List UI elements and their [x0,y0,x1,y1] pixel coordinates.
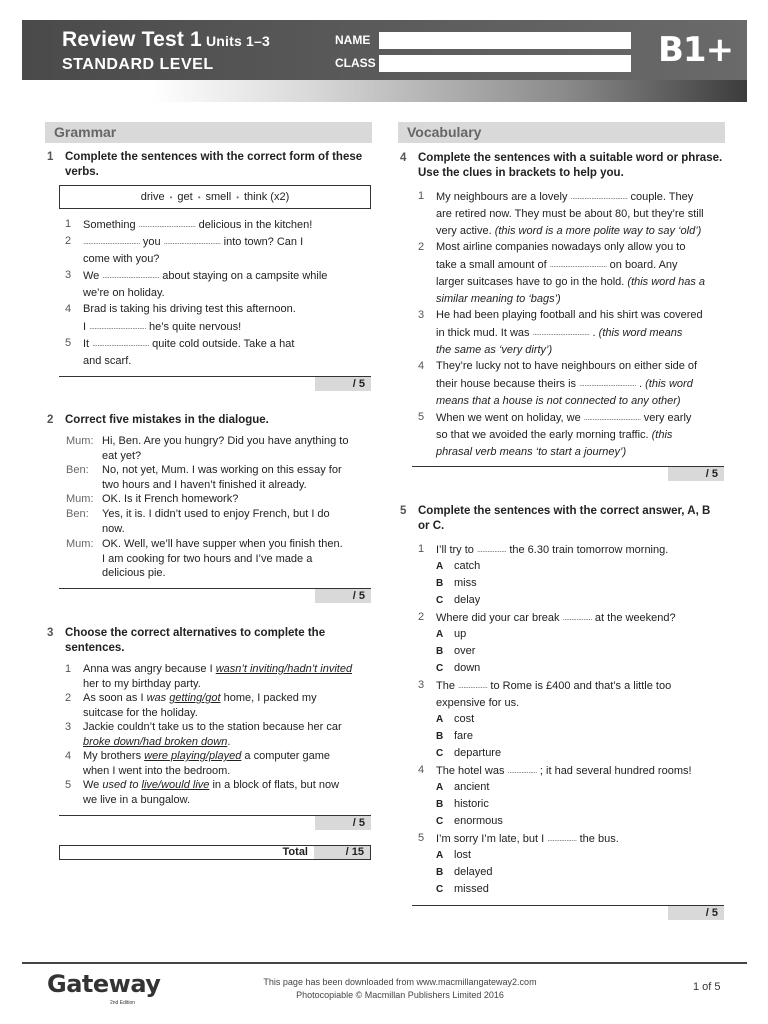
dialogue-line-3: Mum: OK. Is it French homework? [66,493,239,505]
q3-item-1: 1 Anna was angry because I wasn’t inviting/hadn’t invited her to my birthday party. [65,663,353,690]
blank[interactable]: ................................. [83,237,140,246]
q5-2-option-c[interactable]: C down [436,662,481,674]
q4-title: 4 Complete the sentences with a suitable word or phrase. Use the clues in brackets to help you. [400,152,723,179]
grammar-heading: Grammar [45,122,372,143]
total-label: Total [282,846,308,858]
blank[interactable]: ................................. [89,322,146,331]
download-notice: This page has been downloaded from www.macmillangateway2.com [263,977,537,987]
q3-title: 3 Choose the correct alternatives to complete the sentences. [47,627,326,654]
test-level: STANDARD LEVEL [62,56,214,73]
q5-item-4: 4 The hotel was ................. ; it had several hundred rooms! [418,764,692,777]
q1-item-2: 2 ................................. you ................................. into town? Can I come with you? [65,235,304,265]
q5-3-option-b[interactable]: B fare [436,730,473,742]
blank[interactable]: ................. [507,766,537,775]
q1-title: 1 Complete the sentences with the correct form of these verbs. [47,151,363,178]
dialogue-line-5: Mum: OK. Well, we’ll have supper when you finish then. I am cooking for two hours and I’ve made a delicious pie. [66,538,343,579]
blank[interactable]: ................................. [102,271,160,280]
q5-3-option-a[interactable]: A cost [436,713,475,725]
q4-item-2: 2 Most airline companies nowadays only allow you to take a small amount of ................................. on board. Any larger suitcases have to go in the hold. (this word has a similar meaning to ‘bags’) [418,241,706,305]
q5-item-5: 5 I’m sorry I’m late, but I ................. the bus. [418,832,619,845]
blank[interactable]: ................................. [138,220,196,229]
q5-score: / 5 [668,906,724,920]
blank[interactable]: ................. [476,545,507,554]
q5-item-1: 1 I’ll try to ................. the 6.30 train tomorrow morning. [418,543,669,556]
footer-divider [22,962,747,964]
blank[interactable]: ................. [547,834,577,843]
word-think: think (x2) [244,191,290,203]
blank[interactable]: ................. [562,613,592,622]
q2-score: / 5 [315,589,371,603]
alternatives[interactable]: live/would live [141,779,210,791]
word-box: drive • get • smell • think (x2) [59,185,371,209]
vocabulary-heading: Vocabulary [398,122,725,143]
total-score: / 15 [314,846,370,859]
q5-5-option-b[interactable]: B delayed [436,866,493,878]
q5-item-3: 3 The ................. to Rome is £400 and that’s a little too expensive for us. [418,679,672,709]
q5-4-option-b[interactable]: B historic [436,798,489,810]
edition-label: 2nd Edition [110,1000,136,1006]
q4-item-5: 5 When we went on holiday, we ................................. very early so that we avoided the early morning traffic. (this phrasal verb means ‘to start a journey’) [418,411,692,458]
q5-4-option-a[interactable]: A ancient [436,781,490,793]
q1-score: / 5 [315,377,371,391]
q4-score: / 5 [668,467,724,481]
test-title: Review Test 1 Units 1–3 [62,28,271,51]
page-header [22,20,747,80]
q5-3-option-c[interactable]: C departure [436,747,502,759]
q5-5-option-a[interactable]: A lost [436,849,472,861]
blank[interactable]: ................................. [579,379,636,388]
q4-item-4: 4 They’re lucky not to have neighbours on either side of their house because theirs is ................................. . (this word means that a house is not connected to any other) [418,360,698,407]
q2-title: 2 Correct five mistakes in the dialogue. [47,414,269,426]
blank[interactable]: ................................. [583,413,641,422]
q5-title: 5 Complete the sentences with the correct answer, A, B or C. [400,505,711,532]
blank[interactable]: ................. [458,681,488,690]
q4-item-3: 3 He had been playing football and his shirt was covered in thick mud. It was ................................. . (this word means the same as ‘very dirty’) [418,309,703,356]
q3-item-3: 3 Jackie couldn’t take us to the station because her car broke down/had broken down. [65,721,342,748]
test-units: Units 1–3 [205,33,271,49]
page-number: 1 of 5 [693,981,721,993]
q5-5-option-c[interactable]: C missed [436,883,489,895]
q1-item-4: 4 Brad is taking his driving test this afternoon. I ................................. he’s quite nervous! [65,303,296,333]
blank[interactable]: ................................. [549,260,607,269]
q5-2-option-a[interactable]: A up [436,628,467,640]
blank[interactable]: ................................. [570,192,628,201]
q5-1-option-b[interactable]: B miss [436,577,477,589]
name-field[interactable] [379,32,631,49]
gateway-logo: Gateway [47,970,161,998]
q5-1-option-c[interactable]: C delay [436,594,481,606]
name-label: NAME [335,33,371,47]
q3-item-4: 4 My brothers were playing/played a computer game when I went into the bedroom. [65,750,331,777]
q5-4-option-c[interactable]: C enormous [436,815,503,827]
dialogue-line-2: Ben: No, not yet, Mum. I was working on this essay for two hours and I haven’t finished it already. [66,464,342,491]
alternatives[interactable]: were playing/played [144,750,242,762]
q3-score: / 5 [315,816,371,830]
word-smell: smell [205,191,232,203]
q5-2-option-b[interactable]: B over [436,645,476,657]
q3-item-5: 5 We used to live/would live in a block of flats, but now we live in a bungalow. [65,779,340,806]
copyright-notice: Photocopiable © Macmillan Publishers Limited 2016 [296,990,504,1000]
level-logo: B1+ [658,30,734,70]
q3-item-2: 2 As soon as I was getting/got home, I packed my suitcase for the holiday. [65,692,317,719]
total-box [59,845,371,860]
blank[interactable]: ................................. [163,237,221,246]
alternatives[interactable]: broke down/had broken down [83,735,228,748]
blank[interactable]: ................................. [92,339,150,348]
dialogue-line-4: Ben: Yes, it is. I didn’t used to enjoy French, but I do now. [66,508,330,535]
dialogue-line-1: Mum: Hi, Ben. Are you hungry? Did you have anything to eat yet? [66,435,349,462]
q4-item-1: 1 My neighbours are a lovely ................................. couple. They are retired now. They must be about 80, but they’re still very active. (this word is a more polite way to say ‘old’) [418,190,704,237]
q5-item-2: 2 Where did your car break ................. at the weekend? [418,611,676,624]
alternatives[interactable]: getting/got [169,692,221,704]
class-field[interactable] [379,55,631,72]
q1-item-1: 1 Something ................................. delicious in the kitchen! [65,218,313,231]
class-label: CLASS [335,56,376,70]
header-gradient-bar [22,80,747,102]
word-get: get [177,191,193,203]
q1-item-3: 3 We ................................. about staying on a campsite while we’re on holiday. [65,269,328,299]
q5-1-option-a[interactable]: A catch [436,560,481,572]
blank[interactable]: ................................. [532,328,590,337]
word-drive: drive [140,191,165,203]
q1-item-5: 5 It ................................. quite cold outside. Take a hat and scarf. [65,337,295,367]
alternatives[interactable]: wasn’t inviting/hadn’t invited [215,663,353,675]
